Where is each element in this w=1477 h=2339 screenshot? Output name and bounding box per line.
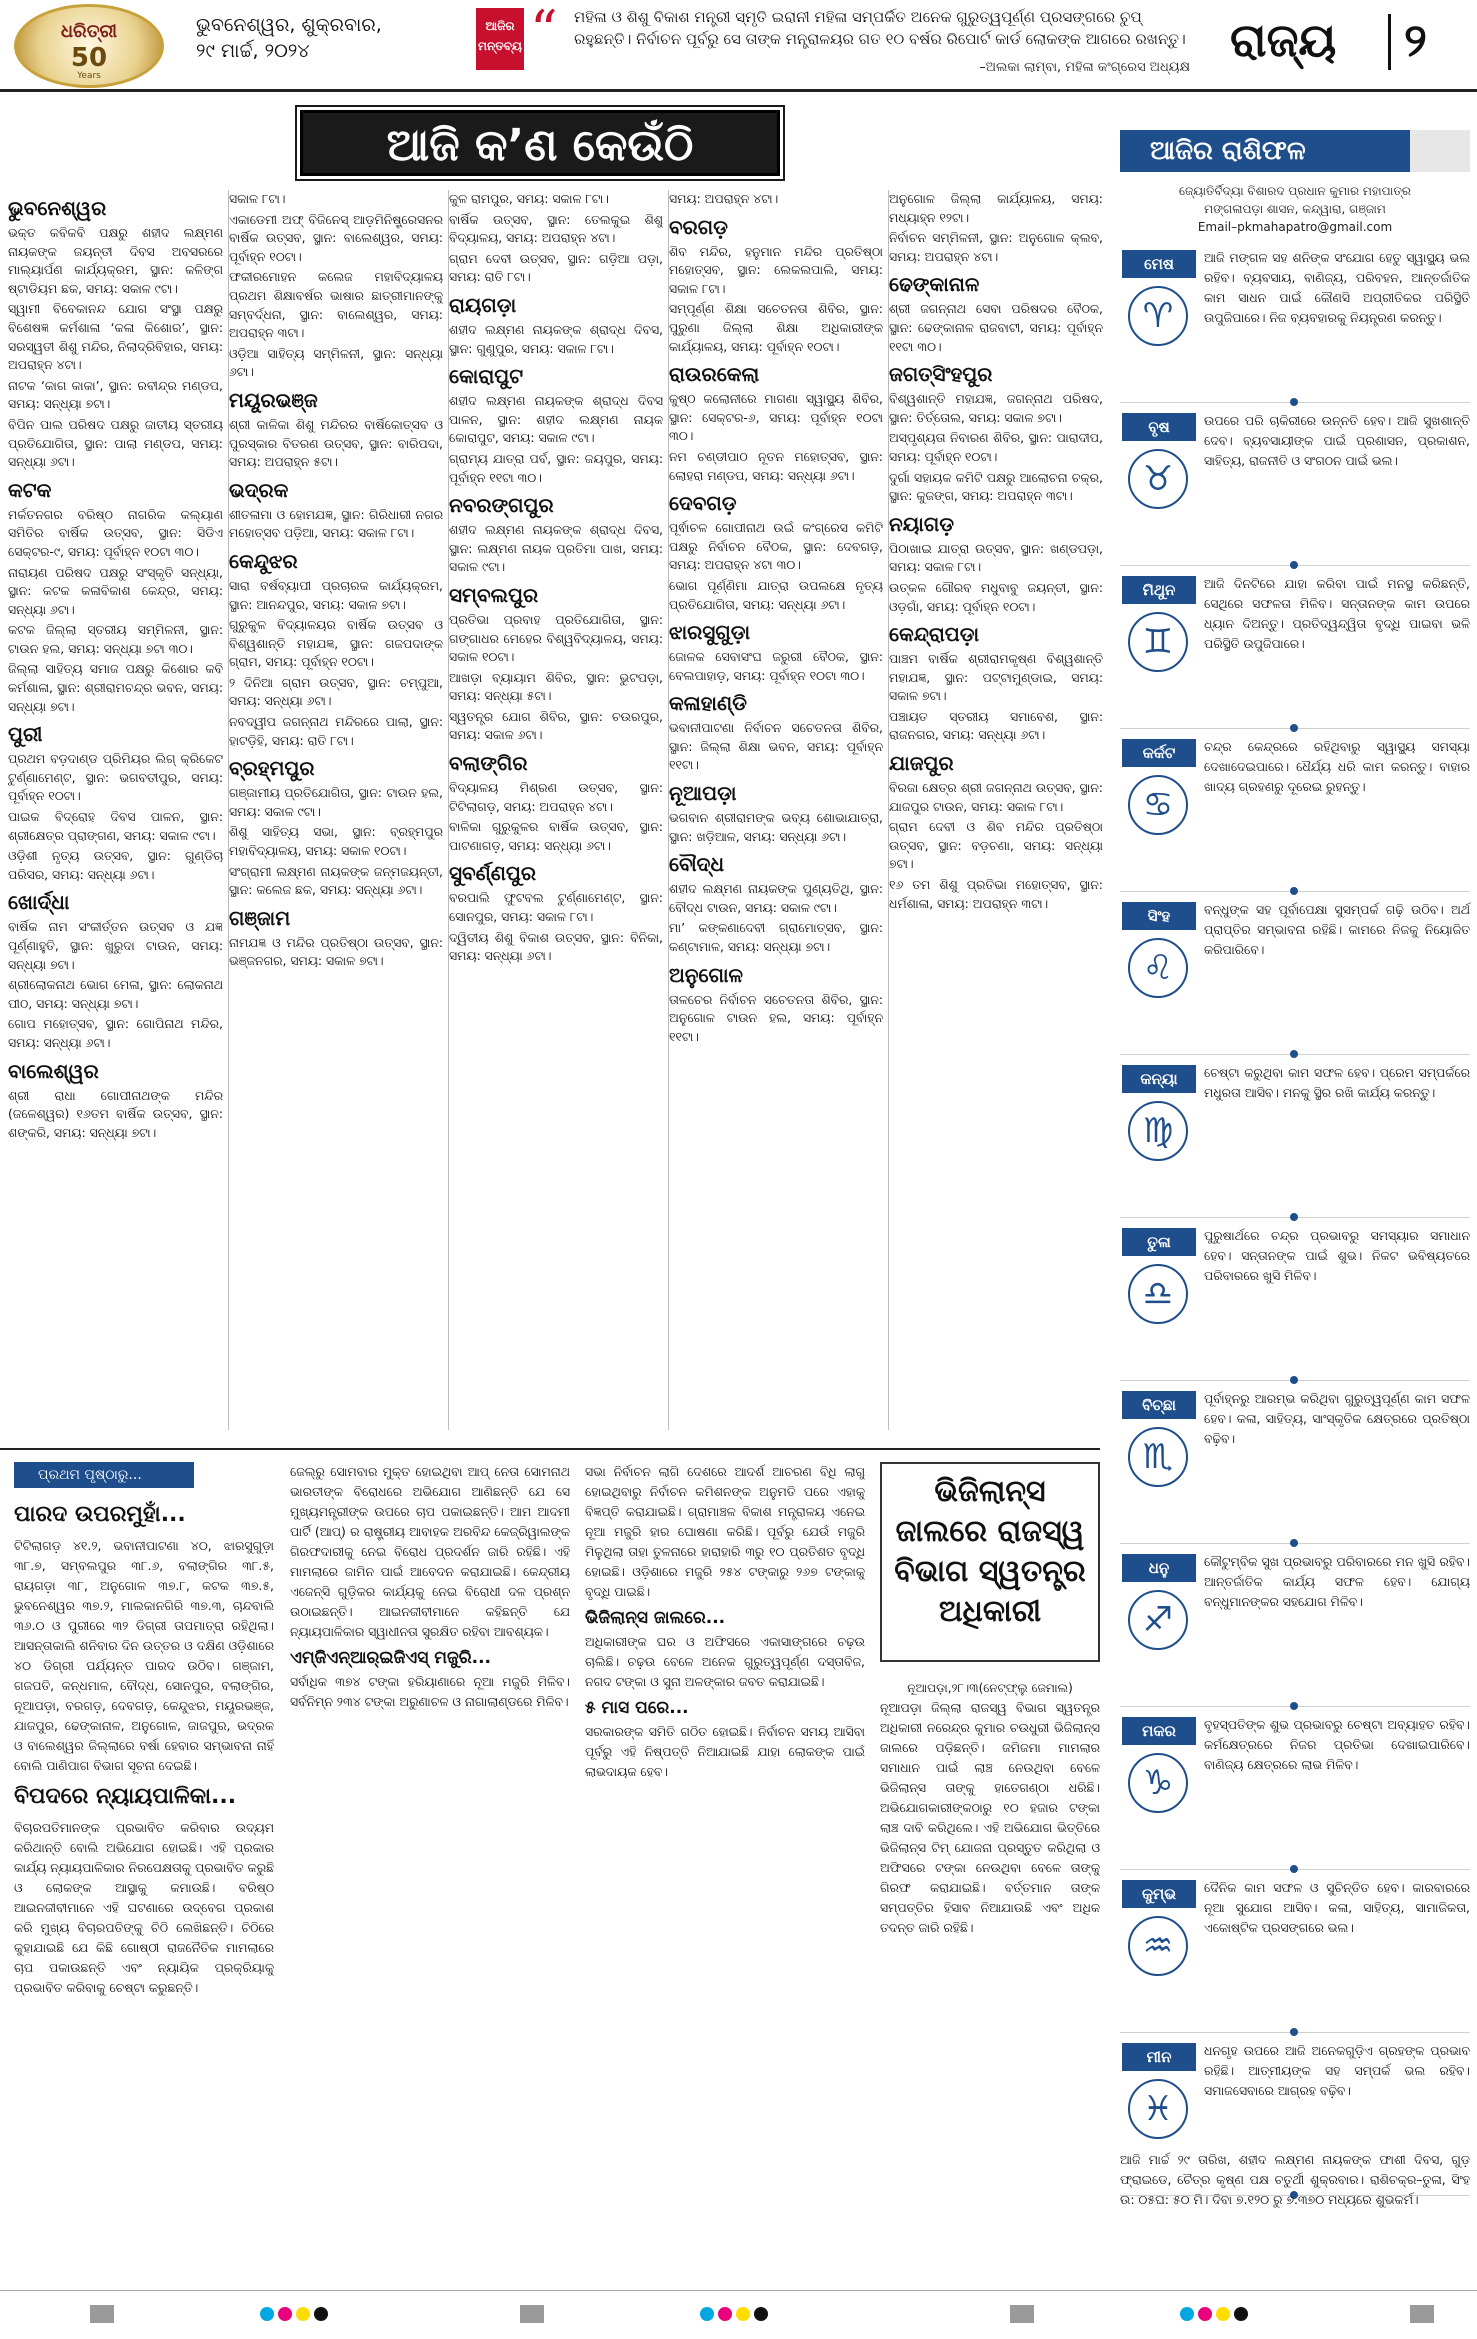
- event-item: ବିଶ୍ୱଶାନ୍ତି ମହାଯଜ୍ଞ, ଜଗନ୍ନାଥ ପରିଷଦ, ସ୍ଥାନ: ତିର୍ତ୍ତୋଲ, ସମୟ: ସକାଳ ୭ଟା।: [889, 391, 1103, 425]
- rashi-item: [1120, 240, 1470, 403]
- city-heading: ବରଗଡ଼: [669, 214, 728, 239]
- print-registration-strip: [0, 2290, 1477, 2339]
- gray-swatch: [1010, 2305, 1034, 2323]
- event-item: ସ୍ୱତନ୍ତ୍ର ଯୋଗ ଶିବିର, ସ୍ଥାନ: ଚଉରପୁର, ସମୟ: ସକାଳ ୬ଟା।: [449, 708, 663, 743]
- city-heading: ଭୁବନେଶ୍ୱର: [8, 196, 107, 220]
- dateline: [196, 12, 456, 64]
- zodiac-icon: ♈: [1128, 286, 1188, 346]
- event-item: ପ୍ରତିଭା ପ୍ରବାହ ପ୍ରତିଯୋଗିତା, ସ୍ଥାନ: ଗଙ୍ଗାଧର ମେହେର ବିଶ୍ୱବିଦ୍ୟାଳୟ, ସମୟ: ସକାଳ ୧୦ଟା।: [449, 611, 663, 665]
- rashi-name: କର୍କଟ: [1122, 739, 1196, 767]
- yellow-dot: [736, 2307, 750, 2321]
- event-item: ପୂର୍ଵାଚଳ ଗୋପୀନାଥ ଉଇଁ କଂଗ୍ରେସ କମିଟି ପକ୍ଷରୁ ନିର୍ବାଚନ ବୈଠକ, ସ୍ଥାନ: ଦେବଗଡ଼, ସମୟ: ଅପରାହ୍ନ ୪ଟା ୩୦।: [669, 520, 883, 573]
- rashi-text: ପୂର୍ବାହ୍ନରୁ ଆରମ୍ଭ କରିଥିବା ଗୁରୁତ୍ୱପୂର୍ଣ୍ଣ କାମ ସଫଳ ହେବ। କଳା, ସାହିତ୍ୟ, ସାଂସ୍କୃତିକ କ୍ଷେତ୍ରରେ ପ୍ରତିଷ୍ଠା ବଢ଼ିବ।: [1204, 1391, 1470, 1446]
- yellow-dot: [1216, 2307, 1230, 2321]
- zodiac-icon: ♏: [1128, 1427, 1188, 1487]
- astrologer-info: [1120, 182, 1470, 236]
- event-item: ବିଦ୍ୟାଳୟ ମିଶ୍ରଣ ଉତ୍ସବ, ସ୍ଥାନ: ଟିଟିଲାଗଡ଼, ସମୟ: ଅପରାହ୍ନ ୪ଟା।: [449, 780, 663, 814]
- event-item: ଓଡ଼ିଶୀ ନୃତ୍ୟ ଉତ୍ସବ, ସ୍ଥାନ: ଗୁଣ୍ଡିଚା ପରିସର, ସମୟ: ସନ୍ଧ୍ୟା ୬ଟା।: [8, 848, 223, 882]
- rashifal-title: [1120, 130, 1470, 172]
- event-item: ନାରାୟଣ ପରିଷଦ ପକ୍ଷରୁ ସଂସ୍କୃତି ସନ୍ଧ୍ୟା, ସ୍ଥାନ: କଟକ କଳାବିକାଶ କେନ୍ଦ୍ର, ସମୟ: ସନ୍ଧ୍ୟା ୬ଟା।: [8, 564, 223, 617]
- event-item: ଶ୍ରୀଲୋକନାଥ ଭୋଗ ମେଳା, ସ୍ଥାନ: ଲୋକନାଥ ପୀଠ, ସମୟ: ସନ୍ଧ୍ୟା ୭ଟା।: [8, 977, 223, 1011]
- logo-fifty: 50: [70, 43, 108, 73]
- news-column-4: [880, 1672, 1100, 2262]
- rashi-name: କୁମ୍ଭ: [1122, 1880, 1196, 1908]
- magenta-dot: [278, 2307, 292, 2321]
- events-section: [0, 190, 1103, 1430]
- rashi-item: [1120, 729, 1470, 892]
- event-item: ଅନୁଗୋଳ ଜିଲ୍ଲା କାର୍ଯ୍ୟାଳୟ, ସମୟ: ମଧ୍ୟାହ୍ନ ୧୨ଟା।: [889, 191, 1103, 225]
- issue-date: ୨୯ ମାର୍ଚ୍ଚ, ୨୦୨୪: [196, 40, 310, 62]
- bottom-news: [0, 1448, 1100, 2268]
- event-item: ଶହୀଦ ଲକ୍ଷ୍ମଣ ନାୟକଙ୍କ ପୁଣ୍ୟତିଥି, ସ୍ଥାନ: ବୌଦ୍ଧ ଟାଉନ, ସମୟ: ସକାଳ ୯ଟା।: [669, 881, 883, 915]
- quote-attribution: –ଅଲକା ଲାମ୍ବା, ମହିଳା କଂଗ୍ରେସ ଅଧ୍ୟକ୍ଷ: [979, 60, 1190, 75]
- rashi-name: ମକର: [1122, 1717, 1196, 1745]
- logo-years: Years: [77, 71, 101, 81]
- city-heading: ସୁବର୍ଣ୍ଣପୁର: [449, 861, 537, 886]
- event-item: ବିରଜା କ୍ଷେତ୍ର ଶ୍ରୀ ଜଗନ୍ନାଥ ଉତ୍ସବ, ସ୍ଥାନ: ଯାଜପୁର ଟାଉନ, ସମୟ: ସକାଳ ୮ଟା।: [889, 780, 1103, 814]
- event-item: ମର୍କତନଗର ବରିଷ୍ଠ ନାଗରିକ କଲ୍ୟାଣ ସମିତିର ବାର୍ଷିକ ଉତ୍ସବ, ସ୍ଥାନ: ସିଡିଏ ସେକ୍ଟର-୯, ସମୟ: ପୂର୍ବାହ୍ନ ୧୦ଟା ୩୦।: [8, 506, 223, 559]
- zodiac-icon: ♓: [1128, 2079, 1188, 2139]
- event-item: ଦୁର୍ଗା ସହାୟକ କମିଟି ପକ୍ଷରୁ ଆଲୋଚନା ଚକ୍ର, ସ୍ଥାନ: କୁଜଙ୍ଗ, ସମୟ: ଅପରାହ୍ନ ୩ଟା।: [889, 469, 1103, 504]
- event-item: ସମୟ: ଅପରାହ୍ନ ୪ଟା।: [669, 191, 779, 206]
- rashifal-title-bar: [1410, 130, 1470, 172]
- rashi-text: ବୃହସ୍ପତିଙ୍କ ଶୁଭ ପ୍ରଭାବରୁ ଚେଷ୍ଟା ଅବ୍ୟାହତ ରହିବ। କର୍ମକ୍ଷେତ୍ରରେ ନିଜର ପ୍ରତିଭା ଦେଖାଇପାରିବେ। ବାଣିଜ୍ୟ କ୍ଷେତ୍ରରେ ଲାଭ ମିଳିବ।: [1204, 1717, 1470, 1772]
- event-item: ବାଳିକା ଗୁରୁକୁଳର ବାର୍ଷିକ ଉତ୍ସବ, ସ୍ଥାନ: ପାଟଣାଗଡ଼, ସମୟ: ସନ୍ଧ୍ୟା ୬ଟା।: [449, 819, 663, 853]
- events-column: [448, 190, 663, 1430]
- event-item: ଶିବ ମନ୍ଦିର, ହନୁମାନ ମନ୍ଦିର ପ୍ରତିଷ୍ଠା ମହୋତ୍ସବ, ସ୍ଥାନ: ଲେକଲପାଲି, ସମୟ: ସକାଳ ୮ଟା।: [669, 243, 883, 296]
- rashi-item: [1120, 1381, 1470, 1544]
- rashi-name: ମେଷ: [1122, 250, 1196, 278]
- event-item: ଶହୀଦ ଲକ୍ଷ୍ମଣ ନାୟକଙ୍କ ଶ୍ରାଦ୍ଧ ଦିବସ, ସ୍ଥାନ: ଲକ୍ଷ୍ମଣ ନାୟକ ପ୍ରତିମା ପାଖ, ସମୟ: ସକାଳ ୯ଟା।: [449, 522, 663, 575]
- rashi-name: ମୀନ: [1122, 2043, 1196, 2071]
- event-item: ବାର୍ଷିକ ଉତ୍ସବ, ସ୍ଥାନ: ତେଲକୁଇ ଶିଶୁ ବିଦ୍ୟାଳୟ, ସମୟ: ଅପରାହ୍ନ ୪ଟା।: [449, 211, 663, 246]
- quote-mark-icon: “: [530, 0, 558, 62]
- event-item: ବରପାଲି ଫୁଟବଲ ଟୁର୍ଣ୍ଣାମେଣ୍ଟ, ସ୍ଥାନ: ସୋନପୁର, ସମୟ: ସକାଳ ୮ଟା।: [449, 890, 663, 925]
- rashi-name: ବୃଷ: [1122, 413, 1196, 441]
- rashifal-footer: ଆଜି ମାର୍ଚ୍ଚ ୨୯ ତାରିଖ, ଶହୀଦ ଲକ୍ଷ୍ମଣ ନାୟକଙ୍କ ଫାଶୀ ଦିବସ, ଗୁଡ଼ ଫ୍ରାଇଡେ, ଚୈତ୍ର କୃଷ୍ଣ ପକ୍ଷ ଚତୁର୍ଥୀ ଶୁକ୍ରବାର। ରାଶିଚକ୍ର–ତୁଳା, ସିଂହ ଉ: ୦୫ଘ: ୫୦ ମି। ଦିବା ୭.୧୨୦ ରୁ ୭.୩୭୦ ମଧ୍ୟରେ ଶୁଭକର୍ମ।: [1120, 2152, 1470, 2207]
- city-heading: ଝାରସୁଗୁଡ଼ା: [669, 620, 751, 645]
- event-item: ଶହୀଦ ଲକ୍ଷ୍ମଣ ନାୟକଙ୍କ ଶ୍ରାଦ୍ଧ ଦିବସ, ସ୍ଥାନ: ଗୁଣୁପୁର, ସମୟ: ସକାଳ ୮ଟା।: [449, 321, 663, 356]
- section-title: ରାଜ୍ୟ: [1230, 13, 1337, 67]
- city-heading: ଅନୁଗୋଳ: [669, 962, 743, 987]
- magenta-dot: [718, 2307, 732, 2321]
- rashi-item: [1120, 566, 1470, 729]
- event-item: ଏକାଡେମୀ ଅଫ୍ ବିଜିନେସ୍ ଆଡ଼ମିନିଷ୍ଟ୍ରେସନର ବାର୍ଷିକ ଉତ୍ସବ, ସ୍ଥାନ: ବାଲେଶ୍ୱର, ସମୟ: ପୂର୍ବାହ୍ନ ୧୦ଟା।: [229, 211, 443, 264]
- event-item: ଭଗବାନ ଶ୍ରୀରାମଙ୍କ ଭବ୍ୟ ଶୋଭାଯାତ୍ରା, ସ୍ଥାନ: ଖଡ଼ିଆଳ, ସମୟ: ସନ୍ଧ୍ୟା ୬ଟା।: [669, 810, 883, 844]
- page-number: ୨: [1404, 13, 1427, 67]
- city-heading: ଢେଙ୍କାନାଳ: [889, 272, 980, 297]
- rashi-item: [1120, 1055, 1470, 1218]
- city-heading: ମୟୂରଭଞ୍ଜ: [229, 387, 318, 412]
- event-item: ଶ୍ରୀ ଜଗନ୍ନାଥ ସେବା ପରିଷଦର ବୈଠକ, ସ୍ଥାନ: ଢେଙ୍କାନାଳ ରାଜବାଟୀ, ସମୟ: ପୂର୍ବାହ୍ନ ୧୧ଟା ୩୦।: [889, 301, 1103, 354]
- event-item: କଟକ ଜିଲ୍ଲା ସ୍ତରୀୟ ସମ୍ମିଳନୀ, ସ୍ଥାନ: ଟାଉନ ହଲ, ସମୟ: ସନ୍ଧ୍ୟା ୭ଟା ୩୦।: [8, 622, 223, 656]
- rashi-item: [1120, 892, 1470, 1055]
- rashi-name: ଧନୁ: [1122, 1554, 1196, 1582]
- event-item: ପଞ୍ଚାୟତ ସ୍ତରୀୟ ସମାବେଶ, ସ୍ଥାନ: ରାଜନଗର, ସମୟ: ସନ୍ଧ୍ୟା ୬ଟା।: [889, 708, 1103, 743]
- rashi-name: ମିଥୁନ: [1122, 576, 1196, 604]
- event-item: ଆଖଡ଼ା ବ୍ୟାୟାମ ଶିବିର, ସ୍ଥାନ: ଭୁଟପଡ଼ା, ସମୟ: ସନ୍ଧ୍ୟା ୫ଟା।: [449, 669, 663, 704]
- event-item: ଓଡ଼ିଆ ସାହିତ୍ୟ ସମ୍ମିଳନୀ, ସ୍ଥାନ: ସନ୍ଧ୍ୟା ୬ଟା।: [229, 345, 443, 380]
- masthead: [0, 0, 1477, 92]
- news-column-3: [585, 1462, 865, 2262]
- city-heading: ରାଉରକେଲା: [669, 362, 760, 387]
- rashi-text: ଚେଷ୍ଟା କରୁଥିବା କାମ ସଫଳ ହେବ। ପ୍ରେମ ସମ୍ପର୍କରେ ମଧୁରତା ଆସିବ। ମନକୁ ସ୍ଥିର ରଖି କାର୍ଯ୍ୟ କରନ୍ତୁ।: [1204, 1065, 1470, 1100]
- story-mgnrega: ସର୍ବାଧିକ ୩୭୪ ଟଙ୍କା ହରିୟାଣାରେ ନୂଆ ମଜୁରି ମିଳିବ। ସର୍ବନିମ୍ନ ୨୩୪ ଟଙ୍କା ଅରୁଣାଚଳ ଓ ନାଗାଲାଣ୍ଡରେ ମିଳିବ।: [290, 1674, 570, 1709]
- story-col3: ସଭା ନିର୍ବାଚନ ଲାଗି ଦେଶରେ ଆଦର୍ଶ ଆଚରଣ ବିଧି ଲାଗୁ ହୋଇଥିବାରୁ ନିର୍ବାଚନ କମିଶନଙ୍କ ଅନୁମତି ପରେ ଏହାକୁ ବିଜ୍ଞପ୍ତି କରାଯାଇଛି। ଗ୍ରାମାଞ୍ଚଳ ବିକାଶ ମନ୍ତ୍ରାଳୟ ଏନେଇ ନୂଆ ମଜୁରି ହାର ଘୋଷଣା କରିଛି। ପୂର୍ବରୁ ଯେଉଁ ମଜୁରି ମିଳୁଥିଲା ତାହା ତୁଳନାରେ ହାରାହାରି ୩ରୁ ୧୦ ପ୍ରତିଶତ ବୃଦ୍ଧି ହୋଇଛି। ଓଡ଼ିଶାରେ ମଜୁରି ୨୫୪ ଟଙ୍କାରୁ ୨୬୭ ଟଙ୍କାକୁ ବୃଦ୍ଧି ପାଇଛି।: [585, 1464, 865, 1599]
- headline-vigilance: ଭିଜିଲାନ୍ସ ଜାଲରେ...: [585, 1608, 726, 1628]
- city-heading: ଦେବଗଡ଼: [669, 491, 737, 516]
- logo-brand: ଧରିତ୍ରୀ: [60, 21, 118, 42]
- city-heading: ରାୟଗଡ଼ା: [449, 292, 517, 317]
- zodiac-icon: ♍: [1128, 1101, 1188, 1161]
- event-item: ଦ୍ୱିତୀୟ ଶିଶୁ ବିକାଶ ଉତ୍ସବ, ସ୍ଥାନ: ବିନିକା, ସମୟ: ସନ୍ଧ୍ୟା ୬ଟା।: [449, 929, 663, 964]
- event-item: କୁଳ ରାମପୁର, ସମୟ: ସକାଳ ୮ଟା।: [449, 191, 609, 206]
- event-item: ୧୬ ତମ ଶିଶୁ ପ୍ରତିଭା ମହୋତ୍ସବ, ସ୍ଥାନ: ଧର୍ମଶାଳା, ସମୟ: ଅପରାହ୍ନ ୩ଟା।: [889, 877, 1103, 911]
- black-dot: [1234, 2307, 1248, 2321]
- headline-judiciary: ବିପଦରେ ନ୍ୟାୟପାଳିକା...: [14, 1784, 237, 1809]
- event-item: ଫକୀରମୋହନ କଲେଜ ମହାବିଦ୍ୟାଳୟ ପ୍ରଥମ ଶିକ୍ଷାବର୍ଷର ଭାଷାର ଛାତ୍ରୀମାନଙ୍କୁ ସମ୍ବର୍ଦ୍ଧନା, ସ୍ଥାନ: ବାଲେଶ୍ୱର, ସମୟ: ଅପରାହ୍ନ ୩ଟା।: [229, 269, 443, 341]
- zodiac-icon: ♊: [1128, 612, 1188, 672]
- city-heading: କେନ୍ଦ୍ରାପଡ଼ା: [889, 622, 980, 647]
- event-item: ନିର୍ବାଚନ ସମ୍ମିଳନୀ, ସ୍ଥାନ: ଅନୁଗୋଳ କ୍ଲବ, ସମୟ: ଅପରାହ୍ନ ୪ଟା।: [889, 230, 1103, 264]
- city-heading: ଭଦ୍ରକ: [229, 477, 289, 502]
- city-heading: କଳାହାଣ୍ଡି: [669, 691, 747, 716]
- news-column-1: [14, 1494, 274, 2264]
- rashi-text: ଦୈନିକ କାମ ସଫଳ ଓ ସୁଚିନ୍ତିତ ହେବ। କାରବାରରେ ନୂଆ ସୁଯୋଗ ଆସିବ। କଳା, ସାହିତ୍ୟ, ସାମାଜିକତା, ଏକୋଷ୍ଟିକ ପ୍ରସଙ୍ଗରେ ଭଲ।: [1204, 1880, 1470, 1935]
- rashi-item: [1120, 403, 1470, 566]
- city-heading: ଜଗତ୍‌ସିଂହପୁର: [889, 362, 993, 387]
- event-item: ଉତ୍କଳ ଗୌରବ ମଧୁବାବୁ ଜୟନ୍ତୀ, ସ୍ଥାନ: ଓଡ଼ଗାଁ, ସମୟ: ପୂର୍ବାହ୍ନ ୧୦ଟା।: [889, 579, 1103, 614]
- first-page-tag: ପ୍ରଥମ ପୃଷ୍ଠାରୁ...: [14, 1462, 194, 1488]
- rashi-text: ଆଜି ଦିନଟିରେ ଯାହା କରିବା ପାଇଁ ମନସ୍ଥ କରିଛନ୍ତି, ସେଥିରେ ସଫଳତା ମିଳିବ। ସନ୍ତାନଙ୍କ କାମ ଉପରେ ଧ୍ୟାନ ଦିଅନ୍ତୁ। ପ୍ରତିଦ୍ୱନ୍ଦ୍ୱିତା ବୃଦ୍ଧି ପାଇବା ଭଳି ପରିସ୍ଥିତି ଉପୁଜିପାରେ।: [1204, 576, 1470, 651]
- zodiac-icon: ♌: [1128, 938, 1188, 998]
- event-item: ଶ୍ରୀ ରାଧା ଗୋପୀନାଥଙ୍କ ମନ୍ଦିର (ଜଳେଶ୍ୱର) ୧୬ତମ ବାର୍ଷିକ ଉତ୍ସବ, ସ୍ଥାନ: ଶଙ୍କରି, ସମୟ: ସନ୍ଧ୍ୟା ୭ଟା।: [8, 1087, 223, 1140]
- event-item: ନାଟକ ‘କାଗ କାକା’, ସ୍ଥାନ: ରବୀନ୍ଦ୍ର ମଣ୍ଡପ, ସମୟ: ସନ୍ଧ୍ୟା ୭ଟା।: [8, 377, 223, 412]
- story-five-months: ସରକାରଙ୍କ ସମିତି ଗଠିତ ହୋଇଛି। ନିର୍ବାଚନ ସମୟ ଆସିବା ପୂର୍ବରୁ ଏହି ନିଷ୍ପତ୍ତି ନିଆଯାଇଛି ଯାହା ଲୋକଙ୍କ ପାଇଁ ଲାଭଦାୟକ ହେବ।: [585, 1724, 865, 1779]
- event-item: ଶୀତଳାମା ଓ ହୋମଯଜ୍ଞ, ସ୍ଥାନ: ଗିରିଧାରୀ ନଗର ମହୋତ୍ସବ ପଡ଼ିଆ, ସମୟ: ସକାଳ ୮ଟା।: [229, 506, 443, 541]
- event-item: ନବଦ୍ୱୀପ ଜଗନ୍ନାଥ ମନ୍ଦିରରେ ପାଲା, ସ୍ଥାନ: ହାଟଡ଼ିହି, ସମୟ: ରାତି ୮ଟା।: [229, 714, 443, 748]
- events-column: [8, 190, 223, 1430]
- black-dot: [754, 2307, 768, 2321]
- city-heading: ବାଲେଶ୍ୱର: [8, 1058, 99, 1083]
- events-column: [668, 190, 883, 1430]
- rashi-item: [1120, 1870, 1470, 2033]
- newspaper-logo: [14, 4, 164, 88]
- vigilance-dateline: ନୂଆପଡ଼ା,୨୮।୩(ନେଟ୍‌ଫ୍ଲୁ ଜେମାଲ): [907, 1681, 1073, 1695]
- cyan-dot: [1180, 2307, 1194, 2321]
- headline-mgnrega: ଏମ୍‌ଜିଏନ୍‌ଆର୍‌ଇଜିଏସ୍ ମଜୁରି...: [290, 1648, 491, 1668]
- city-heading: କଟକ: [8, 477, 52, 502]
- zodiac-icon: ♒: [1128, 1916, 1188, 1976]
- city-day: ଭୁବନେଶ୍ୱର, ଶୁକ୍ରବାର,: [196, 14, 382, 36]
- rashi-name: ସିଂହ: [1122, 902, 1196, 930]
- zodiac-icon: ♉: [1128, 449, 1188, 509]
- section-divider: [1388, 14, 1391, 70]
- headline-mercury: ପାରଦ ଉପରମୁହାଁ...: [14, 1502, 186, 1527]
- event-item: ସ୍ୱାମୀ ବିବେକାନନ୍ଦ ଯୋଗ ସଂସ୍ଥା ପକ୍ଷରୁ ବିଶେଷଜ୍ଞ କର୍ମଶାଳା ‘କଳା କିଶୋର’, ସ୍ଥାନ: ସରସ୍ୱତୀ ଶିଶୁ ମନ୍ଦିର, ନିଲାଦ୍ରିବିହାର, ସମୟ: ଅପରାହ୍ନ ୪ଟା।: [8, 301, 223, 373]
- story-vigilance-main: ନୂଆପଡ଼ା ଜିଲ୍ଲା ରାଜସ୍ୱ ବିଭାଗ ସ୍ୱତନ୍ତ୍ର ଅଧିକାରୀ ନରେନ୍ଦ୍ର କୁମାର ଚଉଧୁରୀ ଭିଜିଲାନ୍ସ ଜାଲରେ ପଡ଼ିଛନ୍ତି। ଜମିଜମା ମାମଲାର ସମାଧାନ ପାଇଁ ଲାଞ୍ଚ ନେଉଥିବା ବେଳେ ଭିଜିଲାନ୍ସ ତାଙ୍କୁ ହାତେଗଣ୍ଠା ଧରିଛି। ଅଭିଯୋଗକାରୀଙ୍କଠାରୁ ୧୦ ହଜାର ଟଙ୍କା ଲାଞ୍ଚ ଦାବି କରିଥିଲେ। ଏହି ଅଭିଯୋଗ ଭିତ୍ତିରେ ଭିଜିଲାନ୍ସ ଟିମ୍ ଯୋଜନା ପ୍ରସ୍ତୁତ କରିଥିଲା ଓ ଅଫିସରେ ଟଙ୍କା ନେଉଥିବା ବେଳେ ତାଙ୍କୁ ଗିରଫ କରାଯାଇଛି। ବର୍ତ୍ତମାନ ତାଙ୍କ ସମ୍ପତ୍ତିର ହିସାବ ନିଆଯାଉଛି ଏବଂ ଅଧିକ ତଦନ୍ତ ଜାରି ରହିଛି।: [880, 1700, 1100, 1935]
- rashi-list: [1120, 240, 1470, 2196]
- zodiac-icon: ♐: [1128, 1590, 1188, 1650]
- astrologer-email: Email–pkmahapatro@gmail.com: [1197, 220, 1393, 234]
- rashi-item: [1120, 1707, 1470, 1870]
- rashi-text: କୌଟୁମ୍ବିକ ସୁଖ ପ୍ରଭାବରୁ ପରିବାରରେ ମନ ଖୁସି ରହିବ। ଆନ୍ତର୍ଜାତିକ କାର୍ଯ୍ୟ ସଫଳ ହେବ। ଯୋଗ୍ୟ ବନ୍ଧୁମାନଙ୍କର ସହଯୋଗ ମିଳିବ।: [1204, 1554, 1470, 1609]
- event-item: ସକାଳ ୮ଟା।: [229, 191, 286, 206]
- event-item: ନମ ଚଣ୍ଡୀପାଠ ନୂତନ ମହୋତ୍ସବ, ସ୍ଥାନ: ଲୋହରା ମଣ୍ଡପ, ସମୟ: ସନ୍ଧ୍ୟା ୬ଟା।: [669, 448, 883, 483]
- event-item: ଶିଶୁ ସାହିତ୍ୟ ସଭା, ସ୍ଥାନ: ବ୍ରହ୍ମପୁର ମହାବିଦ୍ୟାଳୟ, ସମୟ: ସକାଳ ୧୦ଟା।: [229, 824, 443, 859]
- city-heading: ନୟାଗଡ଼: [889, 511, 955, 536]
- city-heading: କେନ୍ଦୁଝର: [229, 548, 298, 573]
- vigilance-headline: ଭିଜିଲାନ୍ସ ଜାଲରେ ରାଜସ୍ୱ ବିଭାଗ ସ୍ୱତନ୍ତ୍ର ଅଧିକାରୀ: [894, 1474, 1086, 1629]
- event-item: ଭୋଗ ପୂର୍ଣ୍ଣିମା ଯାତ୍ରା ଉପଲକ୍ଷେ ନୃତ୍ୟ ପ୍ରତିଯୋଗିତା, ସମୟ: ସନ୍ଧ୍ୟା ୬ଟା।: [669, 577, 883, 612]
- city-heading: ଯାଜପୁର: [889, 751, 954, 776]
- rashi-item: [1120, 1544, 1470, 1707]
- city-heading: ବୌଦ୍ଧ: [669, 852, 724, 877]
- rashi-text: ପୁରୁଷାର୍ଥରେ ଚନ୍ଦ୍ର ପ୍ରଭାବରୁ ସମସ୍ୟାର ସମାଧାନ ହେବ। ସନ୍ତାନଙ୍କ ପାଇଁ ଶୁଭ। ନିକଟ ଭବିଷ୍ୟତରେ ପରିବାରରେ ଖୁସି ମିଳିବ।: [1204, 1228, 1470, 1283]
- event-item: ଜିଲ୍ଲା ସାହିତ୍ୟ ସମାଜ ପକ୍ଷରୁ କିଶୋର କବି କର୍ମଶାଳା, ସ୍ଥାନ: ଶ୍ରୀରାମଚନ୍ଦ୍ର ଭବନ, ସମୟ: ସନ୍ଧ୍ୟା ୭ଟା।: [8, 661, 223, 714]
- city-heading: ନୂଆପଡ଼ା: [669, 781, 737, 806]
- event-item: ଗ୍ରାମ୍ୟ ଯାତ୍ରା ପର୍ବ, ସ୍ଥାନ: ଜୟପୁର, ସମୟ: ପୂର୍ବାହ୍ନ ୧୧ଟା ୩୦।: [449, 450, 663, 485]
- event-item: ଗ୍ରାମ ଦେବୀ ଓ ଶିବ ମନ୍ଦିର ପ୍ରତିଷ୍ଠା ଉତ୍ସବ, ସ୍ଥାନ: ବଡ଼ଚଣା, ସମୟ: ସନ୍ଧ୍ୟା ୭ଟା।: [889, 819, 1103, 872]
- event-item: ଭବାନୀପାଟଣା ନିର୍ବାଚନ ସଚେତନତା ଶିବିର, ସ୍ଥାନ: ଜିଲ୍ଲା ଶିକ୍ଷା ଭବନ, ସମୟ: ପୂର୍ବାହ୍ନ ୧୧ଟା।: [669, 720, 883, 773]
- event-item: ସମ୍ପୂର୍ଣ୍ଣ ଶିକ୍ଷା ସଚେତନତା ଶିବିର, ସ୍ଥାନ: ପୁରୁଣା ଜିଲ୍ଲା ଶିକ୍ଷା ଅଧିକାରୀଙ୍କ କାର୍ଯ୍ୟାଳୟ, ସମୟ: ପୂର୍ବାହ୍ନ ୧୦ଟା।: [669, 301, 883, 354]
- city-heading: ଖୋର୍ଦ୍ଧା: [8, 890, 70, 915]
- event-item: ସାରା ବର୍ଷବ୍ୟାପୀ ପ୍ରଚାରକ କାର୍ଯ୍ୟକ୍ରମ, ସ୍ଥାନ: ଆନନ୍ଦପୁର, ସମୟ: ସକାଳ ୭ଟା।: [229, 577, 443, 612]
- rashifal-title-text: ଆଜିର ରାଶିଫଳ: [1150, 136, 1306, 166]
- event-item: ଜୋଳକ ସେବାସଂଘ ଜରୁରୀ ବୈଠକ, ସ୍ଥାନ: ବେଲପାହାଡ଼, ସମୟ: ପୂର୍ବାହ୍ନ ୧୦ଟା ୩୦।: [669, 649, 883, 683]
- event-item: ନାମଯଜ୍ଞ ଓ ମନ୍ଦିର ପ୍ରତିଷ୍ଠା ଉତ୍ସବ, ସ୍ଥାନ: ଭଞ୍ଜନଗର, ସମୟ: ସକାଳ ୭ଟା।: [229, 934, 443, 969]
- zodiac-icon: ♋: [1128, 775, 1188, 835]
- astrologer-place: ମଙ୍ଗଳାପଡ଼ା ଶାସନ, କନ୍ଦ୍ୱାରା, ଗଞ୍ଜାମ: [1204, 202, 1386, 216]
- magenta-dot: [1198, 2307, 1212, 2321]
- quote-tag: ଆଜିର ମନ୍ତବ୍ୟ: [476, 8, 524, 70]
- cyan-dot: [260, 2307, 274, 2321]
- quote-text: ମହିଳା ଓ ଶିଶୁ ବିକାଶ ମନ୍ତ୍ରୀ ସ୍ମୃତି ଇରାନୀ ମହିଳା ସମ୍ପର୍କିତ ଅନେକ ଗୁରୁତ୍ୱପୂର୍ଣ୍ଣ ପ୍ରସଙ୍ଗରେ ଚୁପ୍ ରହୁଛନ୍ତି। ନିର୍ବାଚନ ପୂର୍ବରୁ ସେ ତାଙ୍କ ମନ୍ତ୍ରାଳୟର ଗତ ୧୦ ବର୍ଷର ରିପୋର୍ଟ କାର୍ଡ ଲୋକଙ୍କ ଆଗରେ ରଖନ୍ତୁ।: [574, 8, 1186, 48]
- rashi-text: ଉପରେ ପରି ଚାକିରୀରେ ଉନ୍ନତି ହେବ। ଆଜି ସୁଖଶାନ୍ତି ଦେବ। ବ୍ୟବସାୟୀଙ୍କ ପାଇଁ ପ୍ରଶାସନ, ପ୍ରକାଶନ, ସାହିତ୍ୟ, ରାଜନୀତି ଓ ସଂଗଠନ ପାଇଁ ଭଲ।: [1204, 413, 1470, 468]
- rashi-name: ବିଚ୍ଛା: [1122, 1391, 1196, 1419]
- rashi-item: [1120, 1218, 1470, 1381]
- story-mercury: ଟିଟିଲାଗଡ଼ ୪୧.୨, ଭବାନୀପାଟଣା ୪୦, ଝାରସୁଗୁଡ଼ା ୩୮.୭, ସମ୍ବଲପୁର ୩୮.୬, ବଲାଙ୍ଗିର ୩୮.୫, ରାୟଗଡ଼ା ୩୮, ଅନୁଗୋଳ ୩୭.୮, କଟକ ୩୭.୫, ଭୁବନେଶ୍ୱର ୩୭.୨, ମାଲକାନଗିରି ୩୭.୩, ଚାନ୍ଦବାଲି ୩୬.୦ ଓ ପୁରୀରେ ୩୨ ଡିଗ୍ରୀ ତାପମାତ୍ରା ରହିଥିଲା। ଆସନ୍ତାକାଲି ଶନିବାର ଦିନ ଉତ୍ତର ଓ ଦକ୍ଷିଣ ଓଡ଼ିଶାରେ ୪୦ ଡିଗ୍ରୀ ପର୍ଯ୍ୟନ୍ତ ପାରଦ ଉଠିବ। ଗଞ୍ଜାମ, ଗଜପତି, କନ୍ଧମାଳ, ବୌଦ୍ଧ, ସୋନପୁର, ବଲାଙ୍ଗିର, ନୂଆପଡ଼ା, ବରଗଡ଼, ଦେବଗଡ଼, କେନ୍ଦୁଝର, ମୟୂରଭଞ୍ଜ, ଯାଜପୁର, ଢେଙ୍କାନାଳ, ଅନୁଗୋଳ, ଜାଜପୁର, ଭଦ୍ରକ ଓ ବାଲେଶ୍ୱର ଜିଲ୍ଲାରେ ବର୍ଷା ହେବାର ସମ୍ଭାବନା ନାହିଁ ବୋଲି ପାଣିପାଗ ବିଭାଗ ସୂଚନା ଦେଇଛି।: [14, 1538, 274, 1773]
- event-item: ତାଳଚେର ନିର୍ବାଚନ ସଚେତନତା ଶିବିର, ସ୍ଥାନ: ଅନୁଗୋଳ ଟାଉନ ହଲ, ସମୟ: ପୂର୍ବାହ୍ନ ୧୧ଟା।: [669, 991, 883, 1044]
- city-heading: ଗଞ୍ଜାମ: [229, 905, 291, 930]
- zodiac-icon: ♑: [1128, 1753, 1188, 1813]
- city-heading: ନବରଙ୍ଗପୁର: [449, 493, 554, 518]
- event-item: ସଂଗ୍ରାମୀ ଲକ୍ଷ୍ମଣ ନାୟକଙ୍କ ଜନ୍ମଜୟନ୍ତୀ, ସ୍ଥାନ: କଲେଜ ଛକ, ସମୟ: ସନ୍ଧ୍ୟା ୬ଟା।: [229, 863, 443, 898]
- gray-swatch: [1410, 2305, 1434, 2323]
- yellow-dot: [296, 2307, 310, 2321]
- news-column-2: [290, 1462, 570, 2262]
- rashi-text: ବନ୍ଧୁଙ୍କ ସହ ପୂର୍ବାପେକ୍ଷା ସୁସମ୍ପର୍କ ଗଢ଼ି ଉଠିବ। ଅର୍ଥ ପ୍ରାପ୍ତିର ସମ୍ଭାବନା ରହିଛି। କାମରେ ନିଜକୁ ନିୟୋଜିତ କରିପାରିବେ।: [1204, 902, 1470, 957]
- rashifal-section: [1120, 130, 1470, 2220]
- rashi-text: ଚନ୍ଦ୍ର କେନ୍ଦ୍ରରେ ରହିଥିବାରୁ ସ୍ୱାସ୍ଥ୍ୟ ସମସ୍ୟା ଦେଖାଦେଇପାରେ। ଧୈର୍ଯ୍ୟ ଧରି କାମ କରନ୍ତୁ। ବାହାର ଖାଦ୍ୟ ଗ୍ରହଣରୁ ଦୂରେଇ ରୁହନ୍ତୁ।: [1204, 739, 1470, 794]
- event-item: ଅସ୍ପୃଶ୍ୟତା ନିବାରଣ ଶିବିର, ସ୍ଥାନ: ପାରାଦୀପ, ସମୟ: ପୂର୍ବାହ୍ନ ୧୦ଟା।: [889, 430, 1103, 464]
- black-dot: [314, 2307, 328, 2321]
- event-item: ଶହୀଦ ଲକ୍ଷ୍ମଣ ନାୟକଙ୍କ ଶ୍ରାଦ୍ଧ ଦିବସ ପାଳନ, ସ୍ଥାନ: ଶହୀଦ ଲକ୍ଷ୍ମଣ ନାୟକ କୋରାପୁଟ, ସମୟ: ସକାଳ ୯ଟା।: [449, 393, 663, 446]
- events-title: ଆଜି କ’ଣ କେଉଁଠି: [300, 110, 780, 176]
- event-item: ଭକ୍ତ କବିକବି ପକ୍ଷରୁ ଶହୀଦ ଲକ୍ଷ୍ମଣ ନାୟକଙ୍କ ଜୟନ୍ତୀ ଦିବସ ଅବସରରେ ମାଲ୍ୟାର୍ପଣ କାର୍ଯ୍ୟକ୍ରମ, ସ୍ଥାନ: କଳିଙ୍ଗ ଷ୍ଟାଡିୟମ ଛକ, ସମୟ: ସକାଳ ୯ଟା।: [8, 225, 223, 296]
- event-item: ଗୁରୁକୁଳ ବିଦ୍ୟାଳୟର ବାର୍ଷିକ ଉତ୍ସବ ଓ ବିଶ୍ୱଶାନ୍ତି ମହାଯଜ୍ଞ, ସ୍ଥାନ: ଗଜପଦାଙ୍କ ଗ୍ରାମ, ସମୟ: ପୂର୍ବାହ୍ନ ୧୦ଟା।: [229, 617, 443, 670]
- event-item: ପ୍ରଥମ ବଡ଼ଦାଣ୍ଡ ପ୍ରିମିୟର ଲିଗ୍ କ୍ରିକେଟ ଟୁର୍ଣ୍ଣାମେଣ୍ଟ, ସ୍ଥାନ: ଭଗବତୀପୁର, ସମୟ: ପୂର୍ବାହ୍ନ ୧୦ଟା।: [8, 751, 223, 804]
- city-heading: ବଲାଙ୍ଗିର: [449, 751, 528, 776]
- event-item: ବିପିନ ପାଲ ପରିଷଦ ପକ୍ଷରୁ ଜାତୀୟ ସ୍ତରୀୟ ପ୍ରତିଯୋଗିତା, ସ୍ଥାନ: ପାଲା ମଣ୍ଡପ, ସମୟ: ସନ୍ଧ୍ୟା ୬ଟା।: [8, 416, 223, 470]
- event-item: ୨ ଦିନିଆ ଗ୍ରାମ ଉତ୍ସବ, ସ୍ଥାନ: ଚମ୍ପୁଆ, ସମୟ: ସନ୍ଧ୍ୟା ୬ଟା।: [229, 674, 443, 709]
- vigilance-headline-box: [880, 1462, 1100, 1662]
- gray-swatch: [520, 2305, 544, 2323]
- rashi-text: ଧନଗୃହ ଉପରେ ଆଜି ଅନେକଗୁଡ଼ିଏ ଗ୍ରହଙ୍କ ପ୍ରଭାବ ରହିଛି। ଆତ୍ମୀୟଙ୍କ ସହ ସମ୍ପର୍କ ଭଲ ରହିବ। ସମାଜସେବାରେ ଆଗ୍ରହ ବଢ଼ିବ।: [1204, 2043, 1470, 2098]
- rashi-name: କନ୍ୟା: [1122, 1065, 1196, 1093]
- event-item: ପିଠାଖାଇ ଯାତ୍ରା ଉତ୍ସବ, ସ୍ଥାନ: ଖଣ୍ଡପଡ଼ା, ସମୟ: ସକାଳ ୮ଟା।: [889, 540, 1103, 575]
- story-col2: ଜେଲ୍‌ରୁ ସୋମବାର ମୁକ୍ତ ହୋଇଥିବା ଆପ୍ ନେତା ସୋମନାଥ ଭାରତୀଙ୍କ ବିରୋଧରେ ଅଭିଯୋଗ ଆଣିଛନ୍ତି ଯେ ସେ ମୁଖ୍ୟମନ୍ତ୍ରୀଙ୍କ ଉପରେ ଚାପ ପକାଇଛନ୍ତି। ଆମ ଆଦମୀ ପାର୍ଟି (ଆପ୍) ର ରାଷ୍ଟ୍ରୀୟ ଆବାହକ ଅରବିନ୍ଦ କେଜ୍ରିୱାଲଙ୍କ ଗିରଫଦାରୀକୁ ନେଇ ବିରୋଧ ପ୍ରଦର୍ଶନ ଜାରି ରହିଛି। ଏହି ମାମଲାରେ ଜାମିନ ପାଇଁ ଆବେଦନ କରାଯାଇଛି। କେନ୍ଦ୍ରୀୟ ଏଜେନ୍ସି ଗୁଡ଼ିକର କାର୍ଯ୍ୟକୁ ନେଇ ବିରୋଧୀ ଦଳ ପ୍ରଶ୍ନ ଉଠାଇଛନ୍ତି। ଆଇନଜୀବୀମାନେ କହିଛନ୍ତି ଯେ ନ୍ୟାୟପାଳିକାର ସ୍ୱାଧୀନତା ସୁରକ୍ଷିତ ରହିବା ଆବଶ୍ୟକ।: [290, 1464, 570, 1639]
- cyan-dot: [700, 2307, 714, 2321]
- city-heading: ପୁରୀ: [8, 722, 43, 747]
- event-item: ପାଞ୍ଚମ ବାର୍ଷିକ ଶ୍ରୀରାମକୃଷ୍ଣ ବିଶ୍ୱଶାନ୍ତି ମହାଯଜ୍ଞ, ସ୍ଥାନ: ପଟ୍ଟାମୁଣ୍ଡାଇ, ସମୟ: ସକାଳ ୭ଟା।: [889, 651, 1103, 704]
- story-judiciary: ବିଚାରପତିମାନଙ୍କ ପ୍ରଭାବିତ କରିବାର ଉଦ୍ୟମ କରିଥାନ୍ତି ବୋଲି ଅଭିଯୋଗ ହୋଇଛି। ଏହି ପ୍ରକାର କାର୍ଯ୍ୟ ନ୍ୟାୟପାଳିକାର ନିରପେକ୍ଷତାକୁ ପ୍ରଭାବିତ କରୁଛି ଓ ଲୋକଙ୍କ ଆସ୍ଥାକୁ କମାଉଛି। ବରିଷ୍ଠ ଆଇନଜୀବୀମାନେ ଏହି ଘଟଣାରେ ଉଦ୍‌ବେଗ ପ୍ରକାଶ କରି ମୁଖ୍ୟ ବିଚାରପତିଙ୍କୁ ଚିଠି ଲେଖିଛନ୍ତି। ଚିଠିରେ କୁହାଯାଇଛି ଯେ କିଛି ଗୋଷ୍ଠୀ ରାଜନୈତିକ ମାମଲାରେ ଚାପ ପକାଉଛନ୍ତି ଏବଂ ନ୍ୟାୟିକ ପ୍ରକ୍ରିୟାକୁ ପ୍ରଭାବିତ କରିବାକୁ ଚେଷ୍ଟା କରୁଛନ୍ତି।: [14, 1820, 274, 1995]
- events-column: [228, 190, 443, 1430]
- events-column: [888, 190, 1103, 1430]
- zodiac-icon: ♎: [1128, 1264, 1188, 1324]
- event-item: ଶ୍ରୀ କାଳିକା ଶିଶୁ ମନ୍ଦିରର ବାର୍ଷିକୋତ୍ସବ ଓ ପୁରସ୍କାର ବିତରଣ ଉତ୍ସବ, ସ୍ଥାନ: ବାରିପଦା, ସମୟ: ଅପରାହ୍ନ ୫ଟା।: [229, 416, 443, 470]
- event-item: ବାର୍ଷିକ ନାମ ସଂକୀର୍ତ୍ତନ ଉତ୍ସବ ଓ ଯଜ୍ଞ ପୂର୍ଣ୍ଣାହୁତି, ସ୍ଥାନ: ଖୁରୁଦା ଟାଉନ, ସମୟ: ସନ୍ଧ୍ୟା ୭ଟା।: [8, 919, 223, 972]
- city-heading: ସମ୍ବଲପୁର: [449, 582, 539, 607]
- headline-five-months: ୫ ମାସ ପରେ...: [585, 1698, 689, 1718]
- rashi-name: ତୁଳା: [1122, 1228, 1196, 1256]
- event-item: ଗ୍ରାମ ଦେବୀ ଉତ୍ସବ, ସ୍ଥାନ: ଗଡ଼ିଆ ପଡ଼ା, ସମୟ: ରାତି ୮ଟା।: [449, 250, 663, 285]
- city-heading: ବ୍ରହ୍ମପୁର: [229, 756, 315, 781]
- rashi-text: ଆଜି ମଙ୍ଗଳ ସହ ଶନିଙ୍କ ସଂଯୋଗ ହେତୁ ସ୍ୱାସ୍ଥ୍ୟ ଭଲ ରହିବ। ବ୍ୟବସାୟ, ବାଣିଜ୍ୟ, ପରିବହନ, ଆନ୍ତର୍ଜାତିକ କାମ ସାଧନ ପାଇଁ କୌଣସି ଅପ୍ରୀତିକର ପରିସ୍ଥିତି ଉପୁଜିପାରେ। ନିଜ ବ୍ୟବହାରକୁ ନିୟନ୍ତ୍ରଣ କରନ୍ତୁ।: [1204, 250, 1470, 325]
- event-item: କୁଷ୍ଠ କଲୋନୀରେ ମାଗଣା ସ୍ୱାସ୍ଥ୍ୟ ଶିବିର, ସ୍ଥାନ: ସେକ୍ଟର-୬, ସମୟ: ପୂର୍ବାହ୍ନ ୧୦ଟା ୩୦।: [669, 391, 883, 444]
- event-item: ଗୋପ ମହୋତ୍ସବ, ସ୍ଥାନ: ଗୋପିନାଥ ମନ୍ଦିର, ସମୟ: ସନ୍ଧ୍ୟା ୬ଟା।: [8, 1016, 223, 1050]
- city-heading: କୋରାପୁଟ: [449, 364, 524, 389]
- astrologer-name: ଜ୍ୟୋତିର୍ବିଦ୍ୟା ବିଶାରଦ ପ୍ରଧାନ କୁମାର ମହାପାତ୍ର: [1179, 184, 1411, 198]
- event-item: ପାଇକ ବିଦ୍ରୋହ ଦିବସ ପାଳନ, ସ୍ଥାନ: ଶ୍ରୀକ୍ଷେତ୍ର ପ୍ରାଙ୍ଗଣ, ସମୟ: ସକାଳ ୯ଟା।: [8, 809, 223, 843]
- event-item: ମା’ କଙ୍କଣାଦେବୀ ଗ୍ରାମୋତ୍ସବ, ସ୍ଥାନ: କଣ୍ଟାମାଳ, ସମୟ: ସନ୍ଧ୍ୟା ୭ଟା।: [669, 920, 883, 955]
- event-item: ଗଞ୍ଜାମୀୟ ପ୍ରତିଯୋଗିତା, ସ୍ଥାନ: ଟାଉନ ହଲ, ସମୟ: ସକାଳ ୯ଟା।: [229, 785, 443, 819]
- story-vigilance: ଅଧିକାରୀଙ୍କ ଘର ଓ ଅଫିସରେ ଏକାସାଙ୍ଗରେ ଚଢ଼ଉ ଚାଲିଛି। ଚଢ଼ଉ ବେଳେ ଅନେକ ଗୁରୁତ୍ୱପୂର୍ଣ୍ଣ ଦସ୍ତାବିଜ, ନଗଦ ଟଙ୍କା ଓ ସୁନା ଅଳଙ୍କାର ଜବତ କରାଯାଇଛି।: [585, 1634, 865, 1689]
- gray-swatch: [90, 2305, 114, 2323]
